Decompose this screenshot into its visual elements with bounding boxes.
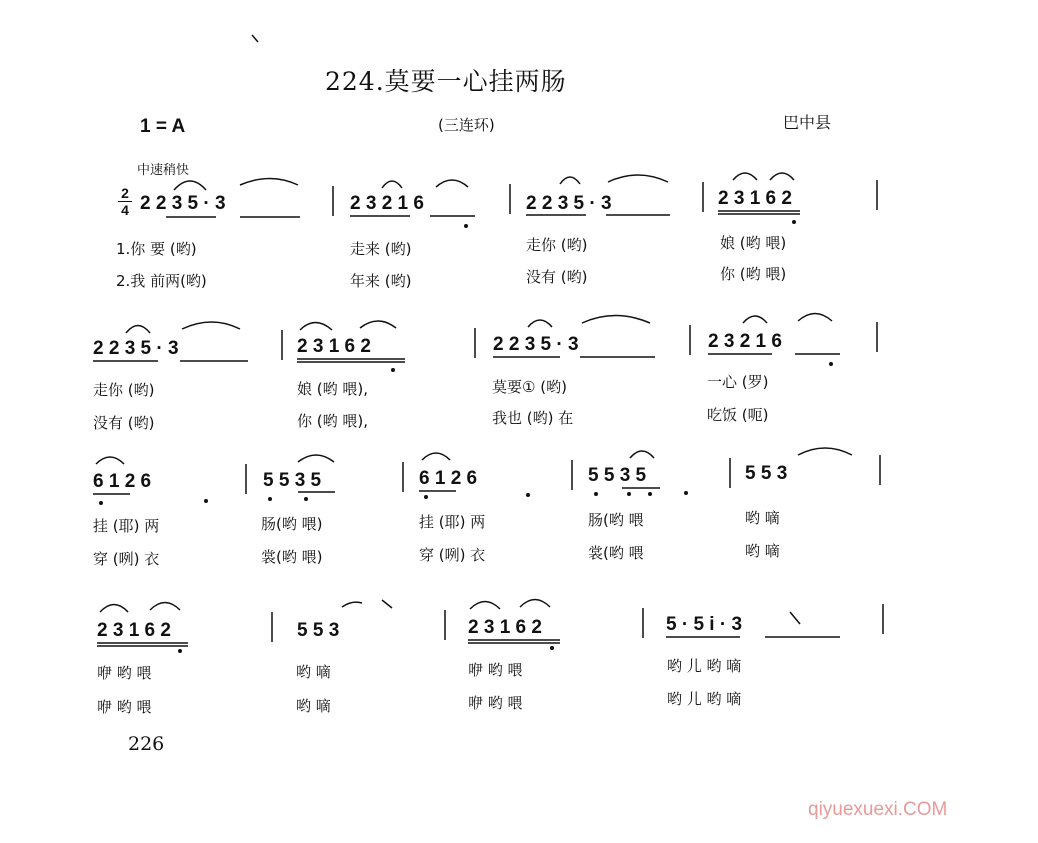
slur-mark	[182, 322, 240, 329]
slur-mark	[150, 603, 180, 611]
measure-notes: 5 5 3	[745, 463, 788, 484]
lyric-verse-1: 哟 嘀	[296, 663, 331, 681]
slur-mark	[560, 177, 580, 184]
lyric-verse-2: 哟 嘀	[745, 542, 780, 560]
lyric-verse-1: 肠(哟 喂	[588, 511, 644, 529]
lyric-verse-2: 2.我 前两(哟)	[116, 272, 207, 290]
octave-dot	[424, 495, 428, 499]
octave-dot	[204, 499, 208, 503]
slur-mark	[382, 600, 392, 608]
measure-notes: 2 2 3 5 · 3	[140, 193, 226, 214]
tempo-marking: 中速稍快	[137, 163, 190, 178]
slur-mark	[300, 323, 332, 331]
slur-mark	[630, 451, 654, 458]
slur-mark	[360, 321, 396, 328]
slur-mark	[100, 605, 128, 613]
lyric-verse-1: 肠(哟 喂)	[261, 515, 323, 533]
measure-notes: 2 3 1 6 2	[97, 620, 171, 641]
site-watermark: qiyuexuexi.COM	[808, 799, 948, 820]
lyric-verse-2: 你 (哟 喂),	[297, 412, 369, 430]
lyric-verse-1: 挂 (耶) 两	[419, 513, 486, 531]
lyric-verse-2: 年来 (哟)	[350, 272, 412, 290]
slur-mark	[96, 457, 124, 464]
measure-notes: 6 1 2 6	[419, 468, 478, 489]
slur-mark	[743, 316, 767, 323]
stray-mark	[252, 35, 258, 42]
octave-dot	[829, 362, 833, 366]
octave-dot	[391, 368, 395, 372]
lyric-verse-2: 没有 (哟)	[526, 268, 588, 286]
key-signature: 1 = A	[140, 116, 186, 137]
lyric-verse-1: 哟 儿 哟 嘀	[667, 657, 742, 675]
lyric-verse-1: 走来 (哟)	[350, 240, 412, 258]
region-label: 巴中县	[783, 113, 832, 132]
octave-dot	[268, 497, 272, 501]
measure-notes: 5 5 3 5	[588, 465, 647, 486]
slur-mark	[798, 448, 852, 455]
measure-notes: 2 3 2 1 6	[708, 331, 782, 352]
lyric-verse-1: 走你 (哟)	[526, 236, 588, 254]
measure-notes: 6 1 2 6	[93, 471, 152, 492]
measure-notes: 5 5 3 5	[263, 470, 322, 491]
slur-mark	[790, 612, 800, 624]
slur-mark	[520, 600, 550, 608]
lyric-verse-1: 哟 嘀	[745, 509, 780, 527]
lyric-verse-2: 哟 嘀	[296, 697, 331, 715]
slur-mark	[733, 173, 757, 180]
slur-mark	[422, 453, 450, 460]
octave-dot	[627, 492, 631, 496]
page-number: 226	[128, 733, 165, 755]
slur-mark	[240, 179, 298, 186]
lyric-verse-2: 裳(哟 喂	[588, 544, 644, 562]
measure-notes: 2 3 1 6 2	[718, 188, 792, 209]
measure-notes: 2 3 1 6 2	[468, 617, 542, 638]
slur-mark	[528, 320, 552, 327]
octave-dot	[648, 492, 652, 496]
measure-notes: 5 · 5 i · 3	[666, 614, 743, 635]
lyric-verse-2: 穿 (咧) 衣	[93, 550, 160, 568]
measure-notes: 2 2 3 5 · 3	[526, 193, 612, 214]
lyric-verse-1: 1.你 要 (哟)	[116, 240, 197, 258]
slur-mark	[298, 455, 334, 462]
octave-dot	[464, 224, 468, 228]
measure-notes: 2 2 3 5 · 3	[493, 334, 579, 355]
measure-notes: 2 3 1 6 2	[297, 336, 371, 357]
octave-dot	[304, 497, 308, 501]
time-signature-top: 2	[121, 185, 129, 201]
measure-notes: 2 2 3 5 · 3	[93, 338, 179, 359]
slur-mark	[382, 181, 402, 188]
lyric-verse-1: 咿 哟 喂	[468, 661, 523, 679]
octave-dot	[178, 649, 182, 653]
slur-mark	[470, 602, 500, 610]
lyric-verse-2: 穿 (咧) 衣	[419, 546, 486, 564]
slur-mark	[174, 181, 206, 190]
octave-dot	[99, 501, 103, 505]
slur-mark	[126, 326, 150, 334]
measure-notes: 2 3 2 1 6	[350, 193, 424, 214]
lyric-verse-2: 你 (哟 喂)	[720, 265, 787, 283]
lyric-verse-1: 莫要① (哟)	[492, 378, 567, 396]
song-subtitle: (三连环)	[438, 116, 495, 134]
lyric-verse-2: 咿 哟 喂	[468, 694, 523, 712]
lyric-verse-1: 一心 (罗)	[707, 373, 769, 391]
lyric-verse-2: 裳(哟 喂)	[261, 548, 323, 566]
lyric-verse-1: 走你 (哟)	[93, 381, 155, 399]
octave-dot	[792, 220, 796, 224]
time-signature-bottom: 4	[121, 202, 129, 218]
lyric-verse-2: 我也 (哟) 在	[492, 409, 574, 427]
lyric-verse-2: 哟 儿 哟 嘀	[667, 690, 742, 708]
song-title: 224.莫要一心挂两肠	[325, 67, 567, 96]
lyric-verse-2: 没有 (哟)	[93, 414, 155, 432]
octave-dot	[684, 491, 688, 495]
lyric-verse-1: 娘 (哟 喂),	[297, 380, 369, 398]
measure-notes: 5 5 3	[297, 620, 340, 641]
slur-mark	[582, 316, 650, 324]
lyric-verse-1: 娘 (哟 喂)	[720, 234, 787, 252]
octave-dot	[594, 492, 598, 496]
lyric-verse-1: 挂 (耶) 两	[93, 517, 160, 535]
slur-mark	[770, 173, 794, 180]
octave-dot	[526, 493, 530, 497]
octave-dot	[550, 646, 554, 650]
slur-mark	[798, 314, 832, 322]
slur-mark	[436, 180, 468, 187]
lyric-verse-1: 咿 哟 喂	[97, 664, 152, 682]
lyric-verse-2: 咿 哟 喂	[97, 698, 152, 716]
lyric-verse-2: 吃饭 (呃)	[707, 406, 769, 424]
slur-mark	[608, 175, 668, 182]
slur-mark	[342, 602, 362, 607]
